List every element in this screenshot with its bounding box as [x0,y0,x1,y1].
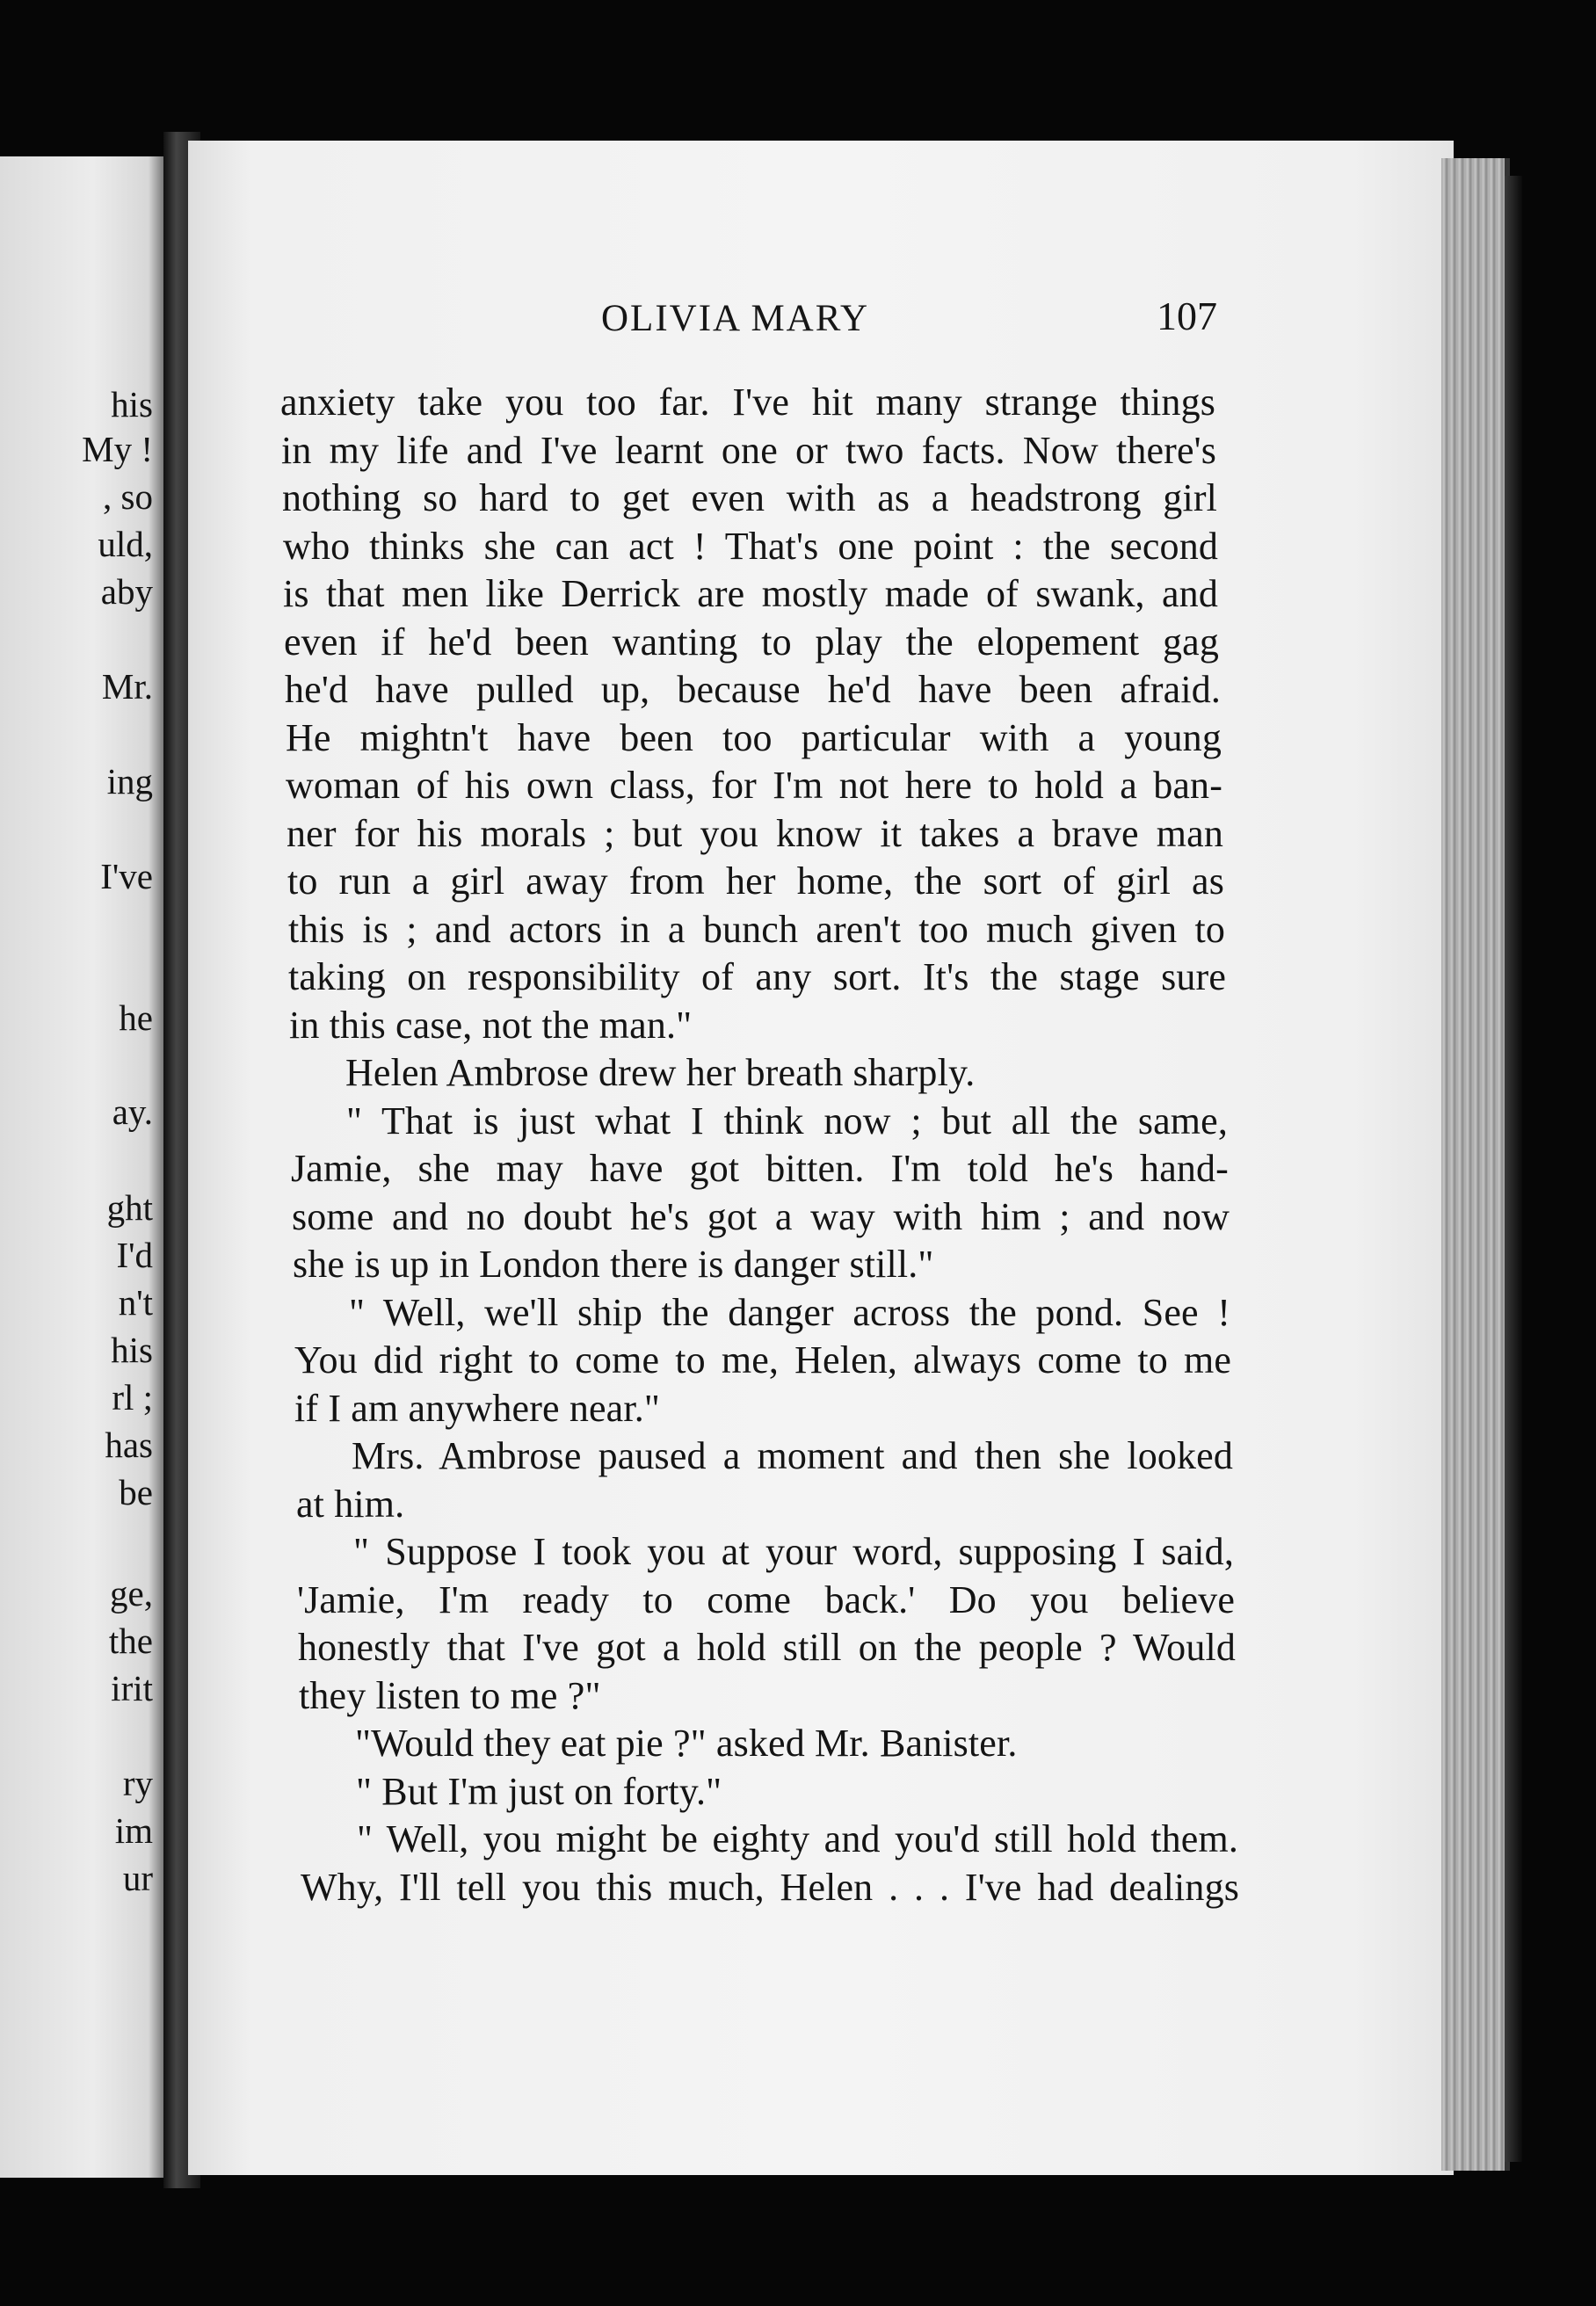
facing-page-fragment: I've [100,856,153,896]
facing-page-fragment: im [114,1810,153,1851]
text-line: "Would they eat pie ?" asked Mr. Banister. [355,1722,1018,1765]
text-line: they listen to me ?" [299,1674,601,1717]
text-line: woman of his own class, for I'm not here to hold a ban- [286,764,1222,807]
text-line: she is up in London there is danger still." [293,1243,934,1286]
text-line: to run a girl away from her home, the sort of girl as [287,859,1224,903]
text-line: taking on responsibility of any sort. It's the stage sure [288,955,1226,998]
text-line: " But I'm just on forty." [356,1770,722,1813]
text-line: honestly that I've got a hold still on the people ? Would [298,1626,1236,1669]
facing-page-fragment: ay. [112,1091,153,1132]
text-line: " Well, you might be eighty and you'd still hold them. [357,1817,1238,1860]
facing-page-fragment: irit [111,1668,153,1708]
facing-page-fragment: Mr. [101,666,153,707]
facing-page-fragment: aby [100,571,153,612]
text-line: Jamie, she may have got bitten. I'm told he's hand- [291,1147,1229,1190]
page-number: 107 [1157,294,1217,338]
text-line: " That is just what I think now ; but all the same, [346,1099,1228,1142]
text-line: is that men like Derrick are mostly made of swank, and [283,572,1218,615]
text-line: 'Jamie, I'm ready to come back.' Do you believe [297,1578,1235,1621]
facing-page-fragment: ry [122,1763,153,1803]
text-line: nothing so hard to get even with as a headstrong girl [282,476,1217,519]
text-line: in this case, not the man." [289,1004,693,1047]
facing-page-fragment: ght [106,1187,153,1228]
facing-page-fragment: uld, [98,524,153,564]
facing-page-fragment: , so [103,476,153,517]
text-line: he'd have pulled up, because he'd have been afraid. [285,668,1221,711]
text-line: this is ; and actors in a bunch aren't too much given to [288,908,1225,951]
text-line: You did right to come to me, Helen, always come to me [294,1338,1231,1381]
facing-page-fragment: ge, [110,1573,153,1613]
facing-page-fragment: the [108,1621,153,1661]
facing-page-fragment: ing [106,761,153,801]
facing-page-fragment: his [111,1330,153,1370]
facing-page-fragment: ur [122,1858,153,1898]
facing-page-fragment: I'd [116,1235,153,1275]
text-line: anxiety take you too far. I've hit many strange things [280,381,1215,424]
running-title: OLIVIA MARY [601,298,870,339]
text-line: if I am anywhere near." [294,1387,660,1430]
facing-page-fragment: he [119,997,153,1038]
text-line: who thinks she can act ! That's one point : the second [283,525,1218,568]
text-line: Why, I'll tell you this much, Helen . . . I've had dealings [301,1866,1239,1909]
text-line: " Well, we'll ship the danger across the pond. See ! [349,1291,1230,1334]
facing-page-fragment: has [105,1425,153,1465]
text-line: ner for his morals ; but you know it takes a brave man [287,812,1223,855]
facing-page-fragment: rl ; [112,1377,153,1418]
text-line: in my life and I've learnt one or two facts. Now there's [281,429,1216,472]
facing-page-fragment: n't [118,1282,153,1323]
text-line: Mrs. Ambrose paused a moment and then she looked [352,1434,1233,1477]
text-line: " Suppose I took you at your word, supposing I said, [353,1530,1234,1573]
facing-page-fragment: his [111,384,153,424]
facing-page-fragment: My ! [82,429,153,469]
text-line: Helen Ambrose drew her breath sharply. [345,1051,976,1094]
text-line: at him. [296,1483,405,1526]
text-line: some and no doubt he's got a way with him ; and now [292,1195,1230,1238]
text-line: He mightn't have been too particular with a young [286,716,1222,759]
text-line: even if he'd been wanting to play the elopement gag [284,620,1219,664]
facing-page-fragment: be [119,1472,153,1512]
